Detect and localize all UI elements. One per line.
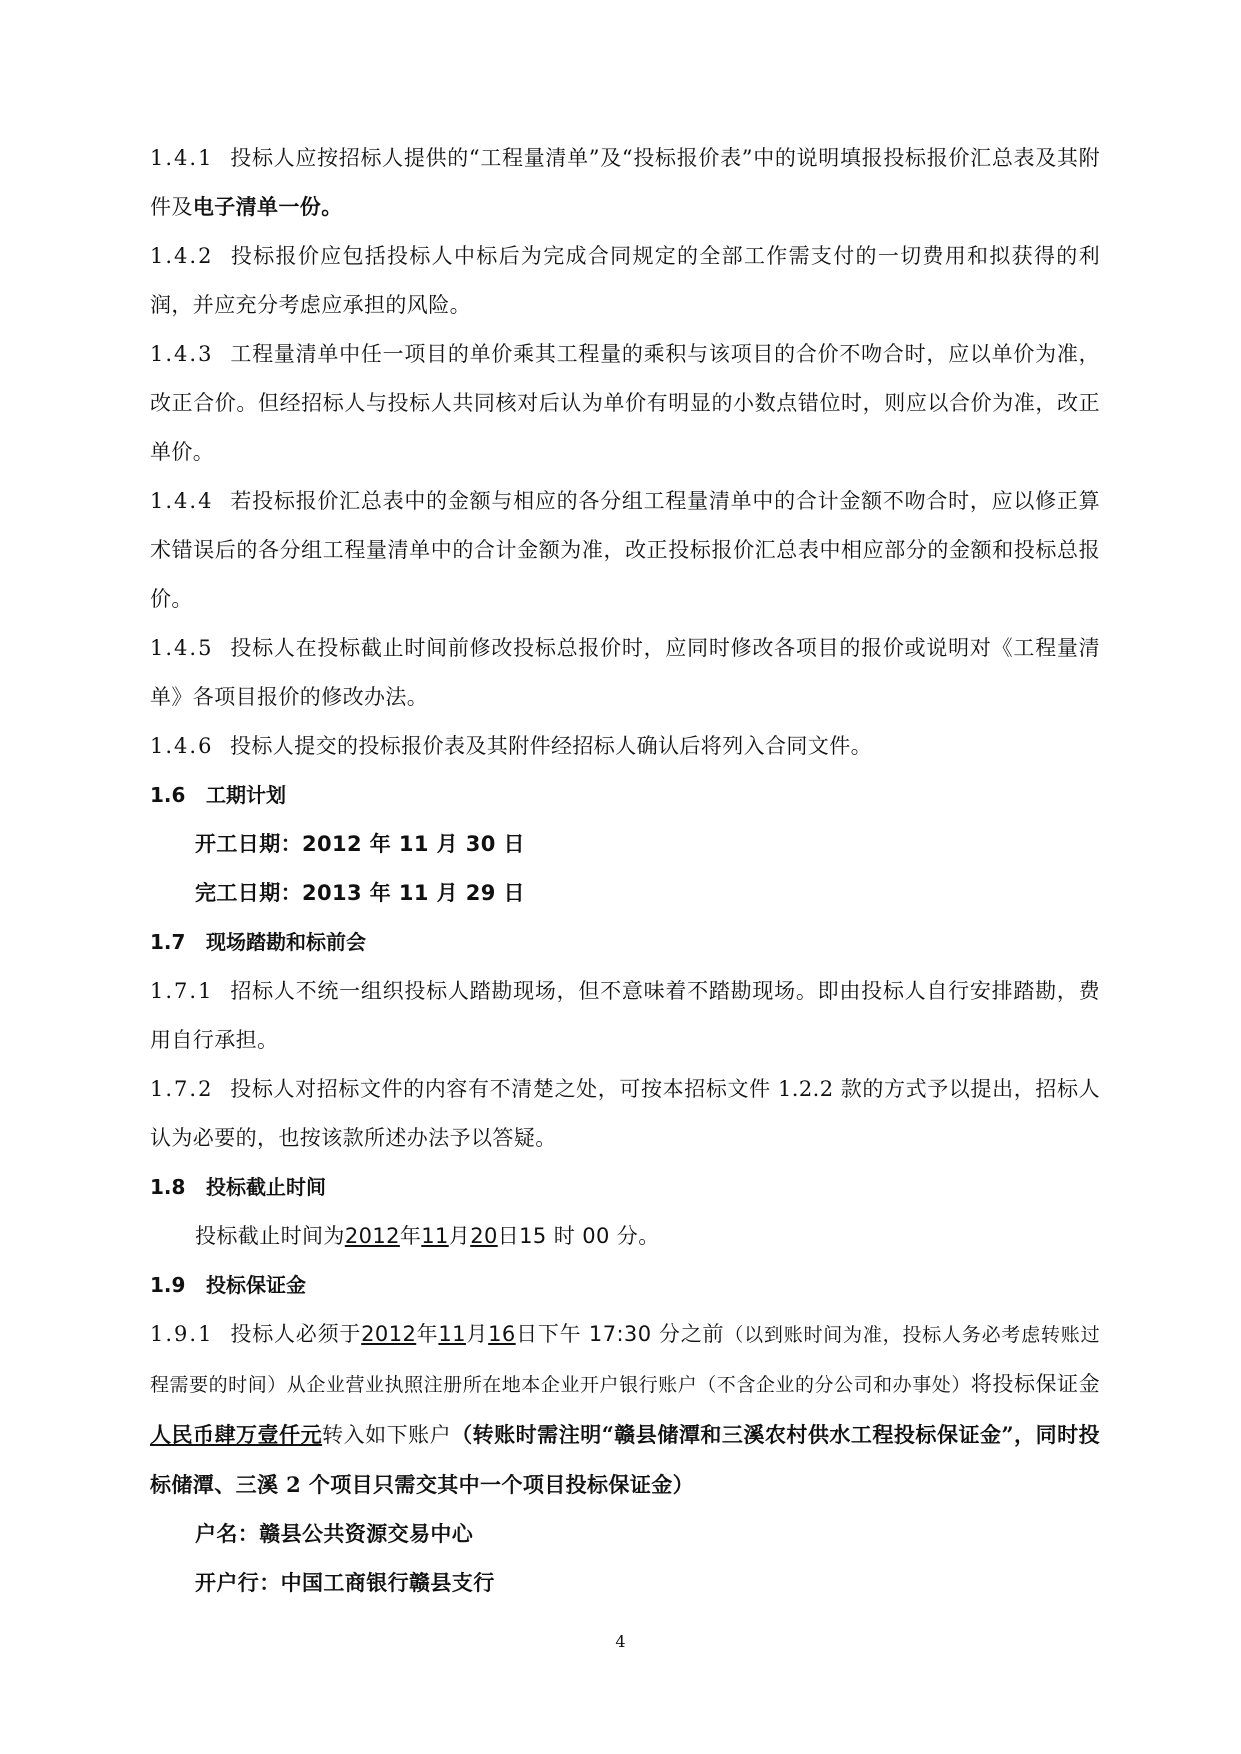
- clause-text-a: 投标人必须于: [230, 1322, 362, 1346]
- section-title: 现场踏勘和标前会: [206, 930, 366, 954]
- clause-1-4-6: [150, 722, 1100, 771]
- deadline-year-unit: 年: [399, 1224, 422, 1248]
- clause-number: 1.9.1: [150, 1322, 214, 1346]
- bond-month-unit: 月: [465, 1322, 489, 1346]
- clause-number: 1.4.1: [150, 146, 214, 170]
- deadline-end: 。: [638, 1224, 660, 1248]
- clause-1-7-2: [150, 1065, 1100, 1163]
- clause-text-f: 转入如下账户: [322, 1423, 452, 1447]
- clause-1-4-4: [150, 477, 1100, 624]
- deadline-month: 11: [421, 1224, 449, 1248]
- deadline-text: [150, 1212, 1100, 1261]
- clause-text: 工程量清单中任一项目的单价乘其工程量的乘积与该项目的合价不吻合时，应以单价为准，改正合价。但经招标人与投标人共同核对后认为单价有明显的小数点错位时，则应以合价为准，改正单价。: [150, 342, 1100, 464]
- bond-amount: 人民币肆万壹仟元: [150, 1423, 323, 1447]
- deadline-year: 2012: [344, 1224, 400, 1248]
- section-heading-1-6: [150, 771, 1100, 820]
- document-page: [150, 134, 1100, 1608]
- clause-number: 1.4.2: [150, 244, 214, 268]
- schedule-start-date: 开工日期：2012 年 11 月 30 日: [195, 832, 525, 856]
- bond-time: 日下午 17:30 分: [515, 1322, 681, 1346]
- section-heading-1-7: [150, 918, 1100, 967]
- clause-1-4-2: [150, 232, 1100, 330]
- clause-1-4-1: [150, 134, 1100, 232]
- schedule-end-date: 完工日期：2013 年 11 月 29 日: [195, 881, 525, 905]
- section-heading-1-8: [150, 1163, 1100, 1212]
- section-number: 1.8: [150, 1175, 186, 1199]
- account-bank: 开户行：中国工商银行赣县支行: [195, 1571, 495, 1595]
- section-title: 投标保证金: [206, 1273, 306, 1297]
- clause-text: 投标人在投标截止时间前修改投标总报价时，应同时修改各项目的报价或说明对《工程量清单》各项目报价的修改办法。: [150, 636, 1100, 709]
- clause-number: 1.7.1: [150, 979, 214, 1003]
- clause-1-4-5: [150, 624, 1100, 722]
- clause-number: 1.4.5: [150, 636, 214, 660]
- account-name: 户名：赣县公共资源交易中心: [195, 1522, 474, 1546]
- clause-1-4-3: [150, 330, 1100, 477]
- clause-1-9-1: [150, 1310, 1100, 1510]
- clause-emphasis: 电子清单一份。: [192, 195, 343, 219]
- page-number: 4: [615, 1632, 626, 1651]
- deadline-month-unit: 月: [448, 1224, 471, 1248]
- clause-number: 1.4.3: [150, 342, 214, 366]
- section-number: 1.9: [150, 1273, 186, 1297]
- section-number: 1.6: [150, 783, 186, 807]
- clause-number: 1.7.2: [150, 1077, 214, 1101]
- deadline-prefix: 投标截止时间为: [195, 1224, 345, 1248]
- clause-text-c: （以到账时间为准，投标人务必考虑转账过程需要的时间）从企业营业执照注册所在地本企业开户银行账户（不含企业的分公司和办事处）: [150, 1324, 1101, 1396]
- section-heading-1-9: [150, 1261, 1100, 1310]
- bond-year: 2012: [361, 1322, 417, 1346]
- deadline-day: 20: [470, 1224, 498, 1248]
- bond-year-unit: 年: [416, 1322, 439, 1346]
- clause-text: 投标报价应包括投标人中标后为完成合同规定的全部工作需支付的一切费用和拟获得的利润，并应充分考虑应承担的风险。: [150, 244, 1100, 317]
- clause-number: 1.4.6: [150, 734, 214, 758]
- clause-text: 若投标报价汇总表中的金额与相应的各分组工程量清单中的合计金额不吻合时，应以修正算术错误后的各分组工程量清单中的合计金额为准，改正投标报价汇总表中相应部分的金额和投标总报价。: [150, 489, 1100, 611]
- bond-day: 16: [488, 1322, 516, 1346]
- clause-text-b: 之前: [680, 1322, 725, 1346]
- clause-1-7-1: [150, 967, 1100, 1065]
- clause-text-e: 将投标保证金: [970, 1372, 1100, 1396]
- clause-text: 投标人对招标文件的内容有不清楚之处，可按本招标文件 1.2.2 款的方式予以提出，招标人认为必要的，也按该款所述办法予以答疑。: [150, 1077, 1100, 1150]
- bond-month: 11: [438, 1322, 466, 1346]
- deadline-day-unit: 日: [497, 1224, 520, 1248]
- clause-text: 投标人提交的投标报价表及其附件经招标人确认后将列入合同文件。: [230, 734, 872, 758]
- section-title: 投标截止时间: [206, 1175, 326, 1199]
- clause-text: 投标人应按招标人提供的“工程量清单”及“投标报价表”中的说明填报投标报价汇总表及其附件及: [150, 146, 1100, 219]
- transfer-note: （转账时需注明“赣县储潭和三溪农村供水工程投标保证金”，同时投标储潭、三溪 2 个项目只需交其中一个项目投标保证金）: [150, 1422, 1100, 1497]
- deadline-time: 15 时 00 分: [519, 1224, 639, 1248]
- section-number: 1.7: [150, 930, 186, 954]
- section-title: 工期计划: [206, 783, 286, 807]
- clause-number: 1.4.4: [150, 489, 214, 513]
- clause-text: 招标人不统一组织投标人踏勘现场，但不意味着不踏勘现场。即由投标人自行安排踏勘，费用自行承担。: [150, 979, 1100, 1052]
